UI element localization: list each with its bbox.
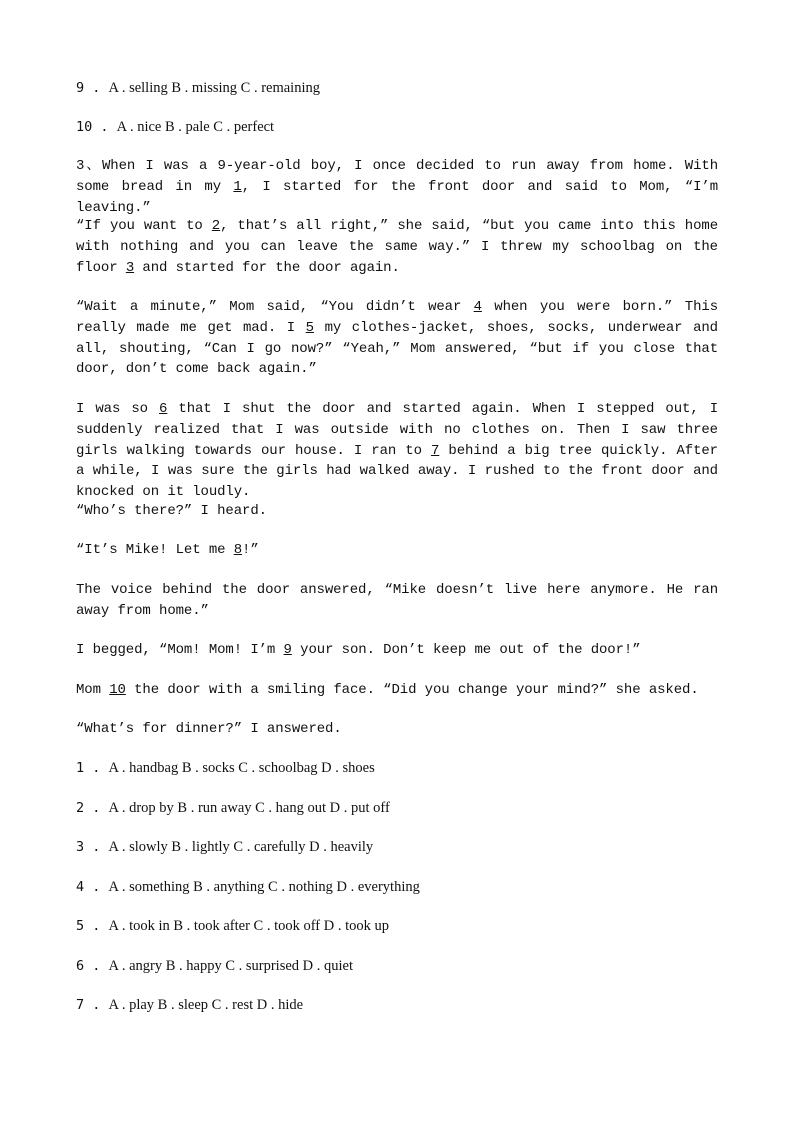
option-choices: A . play B . sleep C . rest D . hide (108, 997, 304, 1013)
option-line-4: 4 . A . something B . anything C . nothing D . everything (76, 879, 420, 895)
passage-paragraph-2: “If you want to 2, that’s all right,” she said, “but you came into this home with nothing and you can leave the same way.” I threw my schoolbag on the floor 3 and started for the door again. (76, 218, 718, 276)
option-number: 6 (76, 958, 85, 974)
option-choices: A . angry B . happy C . surprised D . quiet (108, 958, 353, 974)
option-number: 9 (76, 80, 85, 96)
option-choices: A . nice B . pale C . perfect (116, 119, 275, 135)
option-number: 4 (76, 879, 85, 895)
option-choices: A . selling B . missing C . remaining (108, 80, 320, 96)
option-choices: A . something B . anything C . nothing D . everything (108, 879, 420, 895)
passage-paragraph-9: Mom 10 the door with a smiling face. “Did you change your mind?” she asked. (76, 682, 699, 698)
blank-8: 8 (233, 542, 243, 558)
blank-4: 4 (473, 299, 482, 315)
option-number: 1 (76, 760, 85, 776)
blank-3: 3 (125, 259, 135, 276)
blank-1: 1 (233, 178, 242, 195)
blank-6: 6 (159, 401, 168, 417)
blank-9: 9 (283, 642, 292, 658)
option-number: 2 (76, 800, 85, 816)
option-choices: A . handbag B . socks C . schoolbag D . shoes (108, 760, 375, 776)
option-line-3: 3 . A . slowly B . lightly C . carefully D . heavily (76, 839, 374, 855)
option-number: 3 (76, 839, 85, 855)
passage-paragraph-10: “What’s for dinner?” I answered. (76, 721, 342, 737)
option-number: 7 (76, 997, 85, 1013)
blank-5: 5 (305, 319, 314, 336)
blank-7: 7 (430, 442, 440, 459)
option-line-5: 5 . A . took in B . took after C . took off D . took up (76, 918, 389, 934)
passage-paragraph-1: 3、When I was a 9-year-old boy, I once decided to run away from home. With some bread in my 1, I started for the front door and said to Mom, “I’m leaving.” (76, 158, 719, 216)
blank-2: 2 (211, 218, 221, 234)
option-line-9: 9 . A . selling B . missing C . remaining (76, 80, 320, 96)
passage-paragraph-5: “Who’s there?” I heard. (76, 503, 267, 519)
option-choices: A . drop by B . run away C . hang out D . put off (108, 800, 390, 816)
option-line-7: 7 . A . play B . sleep C . rest D . hide (76, 997, 304, 1013)
passage-paragraph-6: “It’s Mike! Let me 8!” (76, 542, 259, 558)
option-line-1: 1 . A . handbag B . socks C . schoolbag D . shoes (76, 760, 375, 776)
option-choices: A . took in B . took after C . took off D . took up (108, 918, 389, 934)
passage-paragraph-7: The voice behind the door answered, “Mike doesn’t live here anymore. He ran away from home.” (76, 582, 718, 619)
option-line-2: 2 . A . drop by B . run away C . hang out D . put off (76, 800, 390, 816)
option-line-6: 6 . A . angry B . happy C . surprised D . quiet (76, 958, 353, 974)
passage-paragraph-4: I was so 6 that I shut the door and started again. When I stepped out, I suddenly realized that I was outside with no clothes on. Then I saw three girls walking towards our house. I ran to 7 behind a big tree quickly. After a while, I was sure the girls had walked away. I rushed to the front door and knocked on it loudly. (76, 401, 718, 501)
blank-10: 10 (109, 682, 126, 698)
passage-paragraph-8: I begged, “Mom! Mom! I’m 9 your son. Don’t keep me out of the door!” (76, 642, 641, 658)
passage-paragraph-3: “Wait a minute,” Mom said, “You didn’t wear 4 when you were born.” This really made me get mad. I 5 my clothes-jacket, shoes, socks, underwear and all, shouting, “Can I go now?” “Yeah,” Mom answered, “but if you close that door, don’t come back again.” (76, 299, 718, 378)
option-line-10: 10 . A . nice B . pale C . perfect (76, 119, 275, 135)
option-choices: A . slowly B . lightly C . carefully D . heavily (108, 839, 374, 855)
option-number: 5 (76, 918, 85, 934)
option-number: 10 (76, 119, 93, 135)
